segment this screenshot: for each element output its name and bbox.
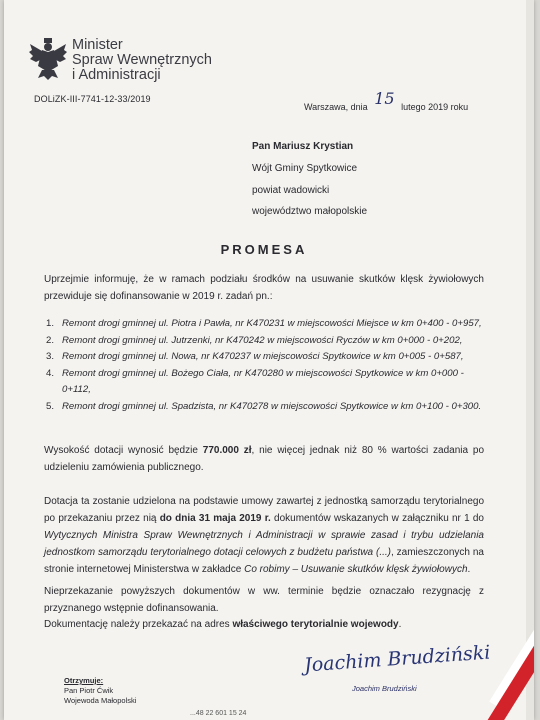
submit-paragraph: Dokumentację należy przekazać na adres właściwego terytorialnie wojewody.: [44, 619, 402, 630]
list-item: 2. Remont drogi gminnej ul. Jutrzenki, nr K470242 w miejscowości Ryczów w km 0+000 - 0+202,: [46, 334, 463, 346]
recipient-role: Wójt Gminy Spytkowice: [252, 163, 358, 174]
guidelines-title: Wytycznych Ministra Spraw Wewnętrznych i Administracji w sprawie zasad i trybu udzielania jednostkom samorządu terytorialnego dotacji celowych z budżetu państwa (...): [44, 530, 484, 558]
ministry-line-2: Spraw Wewnętrznych: [72, 52, 212, 68]
recipient-district: powiat wadowicki: [252, 185, 330, 196]
reference-number: DOLiZK-III-7741-12-33/2019: [34, 94, 151, 104]
list-item: 1. Remont drogi gminnej ul. Piotra i Pawła, nr K470231 w miejscowości Miejsce w km 0+400 - 0+957,: [46, 318, 482, 329]
ministry-name: [72, 38, 212, 83]
date-prefix: Warszawa, dnia: [304, 102, 368, 112]
eagle-emblem-icon: [28, 38, 68, 82]
deadline: do dnia 31 maja 2019 r.: [159, 513, 271, 524]
list-item: 4. Remont drogi gminnej ul. Bożego Ciała, nr K470280 w miejscowości Spytkowice w km 0+000 - 0+112,: [46, 367, 464, 395]
intro-paragraph: Uprzejmie informuję, że w ramach podziału środków na usuwanie skutków klęsk żywiołowych przewiduje się dofinansowanie w 2019 r. zadań pn.:: [44, 274, 484, 302]
ministry-line-1: Minister: [72, 37, 123, 53]
document-page: [4, 0, 534, 720]
receiver-line-2: Wojewoda Małopolski: [64, 696, 137, 705]
website-tab: Co robimy – Usuwanie skutków klęsk żywiołowych: [244, 564, 468, 575]
receivers-heading: Otrzymuje:: [64, 676, 104, 685]
grant-amount: 770.000 zł: [202, 445, 252, 456]
footer-contact: ...48 22 601 15 24: [190, 710, 247, 717]
signature-printed-name: Joachim Brudziński: [352, 684, 417, 693]
warning-paragraph: Nieprzekazanie powyższych dokumentów w ww. terminie będzie oznaczało rezygnację z przyznanego wstępnie dofinansowania.: [44, 586, 484, 614]
receivers-block: [64, 676, 136, 706]
ministry-line-3: i Administracji: [72, 67, 161, 83]
handwritten-signature: Joachim Brudziński: [303, 641, 492, 677]
grant-paragraph: Dotacja ta zostanie udzielona na podstawie umowy zawartej z jednostką samorządu terytorialnego po przekazaniu przez nią do dnia 31 maja 2019 r. dokumentów wskazanych w załączniku nr 1 do Wytycznych Ministra Spraw Wewnętrznych i Administracji w sprawie zasad i trybu udzielania jednostkom samorządu terytorialnego dotacji celowych z budżetu państwa (...), zamieszczonych na stronie internetowej Ministerstwa w zakładce Co robimy – Usuwanie skutków klęsk żywiołowych.: [44, 496, 484, 575]
amount-paragraph: Wysokość dotacji wynosić będzie 770.000 zł, nie więcej jednak niż 80 % wartości zadania po udzieleniu zamówienia publicznego.: [44, 445, 485, 473]
document-title: PROMESA: [220, 242, 308, 257]
list-item: 3. Remont drogi gminnej ul. Nowa, nr K470237 w miejscowości Spytkowice w km 0+005 - 0+587,: [46, 351, 464, 362]
receiver-line-1: Pan Piotr Ćwik: [64, 686, 114, 695]
date-suffix: lutego 2019 roku: [401, 102, 469, 112]
recipient-name: Pan Mariusz Krystian: [252, 141, 354, 152]
date-day-handwritten: 15: [374, 89, 395, 108]
date-line: [304, 89, 469, 114]
recipient-province: województwo małopolskie: [252, 206, 368, 217]
list-item: 5. Remont drogi gminnej ul. Spadzista, nr K470278 w miejscowości Spytkowice w km 0+100 - 0+300.: [46, 400, 482, 412]
task-list: [46, 316, 484, 415]
page-edge: [526, 0, 534, 720]
